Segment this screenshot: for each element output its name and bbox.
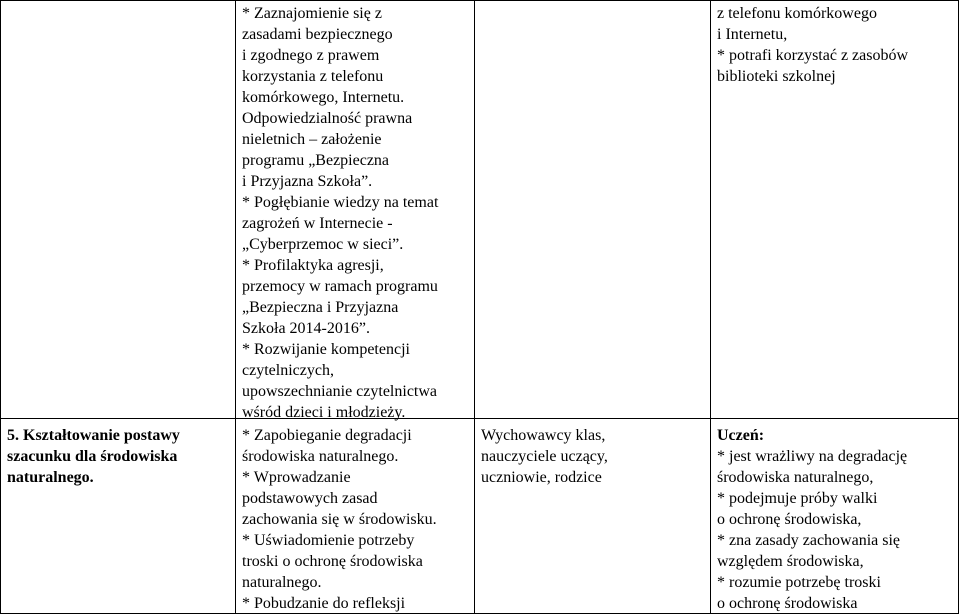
task-line: programu „Bezpieczna xyxy=(242,152,390,169)
task-line: zasadami bezpiecznego xyxy=(242,26,393,43)
outcome-line: i Internetu, xyxy=(717,26,788,43)
row1-tasks-cell xyxy=(242,3,468,423)
outcome-line: * jest wrażliwy na degradację xyxy=(717,448,908,465)
task-line: * Zapobieganie degradacji xyxy=(242,427,412,444)
task-line: * Uświadomienie potrzeby xyxy=(242,532,415,549)
row2-responsible-cell xyxy=(481,425,704,488)
task-line: nieletnich – założenie xyxy=(242,131,382,148)
outcome-line: * potrafi korzystać z zasobów xyxy=(717,47,909,64)
task-line: upowszechnianie czytelnictwa xyxy=(242,383,438,400)
task-line: Szkoła 2014-2016”. xyxy=(242,320,370,337)
row-divider xyxy=(236,418,474,419)
task-line: zagrożeń w Internecie - xyxy=(242,215,393,232)
task-line: podstawowych zasad xyxy=(242,490,378,507)
task-line: przemocy w ramach programu xyxy=(242,278,438,295)
task-line: * Pogłębianie wiedzy na temat xyxy=(242,194,439,211)
table-column-4 xyxy=(711,1,959,614)
row2-tasks-cell xyxy=(242,425,468,614)
task-line: Odpowiedzialność prawna xyxy=(242,110,413,127)
row-divider xyxy=(475,418,710,419)
row1-outcomes-cell xyxy=(717,3,952,87)
task-line: środowiska naturalnego. xyxy=(242,448,399,465)
outcome-line: względem środowiska, xyxy=(717,553,864,570)
responsible-line: Wychowawcy klas, xyxy=(481,427,606,444)
outcome-line: środowiska naturalnego, xyxy=(717,469,874,486)
responsible-line: nauczyciele uczący, xyxy=(481,448,608,465)
outcome-line: * podejmuje próby walki xyxy=(717,490,878,507)
task-line: troski o ochronę środowiska xyxy=(242,553,423,570)
row2-goal-cell xyxy=(7,425,229,488)
goal-line: 5. Kształtowanie postawy xyxy=(7,427,180,444)
table-column-2 xyxy=(236,1,475,614)
responsible-line: uczniowie, rodzice xyxy=(481,469,602,486)
task-line: „Cyberprzemoc w sieci”. xyxy=(242,236,404,253)
table-column-1 xyxy=(1,1,236,614)
task-line: wśród dzieci i młodzieży. xyxy=(242,404,406,421)
task-line: komórkowego, Internetu. xyxy=(242,89,405,106)
goal-line: naturalnego. xyxy=(7,469,94,486)
task-line: * Profilaktyka agresji, xyxy=(242,257,384,274)
outcome-line: o ochronę środowiska xyxy=(717,595,858,612)
task-line: zachowania się w środowisku. xyxy=(242,511,437,528)
task-line: i zgodnego z prawem xyxy=(242,47,380,64)
task-line: * Wprowadzanie xyxy=(242,469,351,486)
outcome-line: * rozumie potrzebę troski xyxy=(717,574,881,591)
goal-line: szacunku dla środowiska xyxy=(7,448,178,465)
task-line: korzystania z telefonu xyxy=(242,68,384,85)
outcome-heading: Uczeń: xyxy=(717,427,765,444)
row-divider xyxy=(711,418,958,419)
task-line: i Przyjazna Szkoła”. xyxy=(242,173,373,190)
outcome-line: biblioteki szkolnej xyxy=(717,68,836,85)
outcome-line: z telefonu komórkowego xyxy=(717,5,877,22)
task-line: * Pobudzanie do refleksji xyxy=(242,595,406,612)
task-line: „Bezpieczna i Przyjazna xyxy=(242,299,399,316)
task-line: czytelniczych, xyxy=(242,362,334,379)
task-line: naturalnego. xyxy=(242,574,322,591)
outcome-line: o ochronę środowiska, xyxy=(717,511,862,528)
row2-outcomes-cell xyxy=(717,425,952,614)
task-line: * Zaznajomienie się z xyxy=(242,5,382,22)
row-divider xyxy=(1,418,235,419)
table-column-3 xyxy=(475,1,711,614)
task-line: * Rozwijanie kompetencji xyxy=(242,341,410,358)
outcome-line: * zna zasady zachowania się xyxy=(717,532,901,549)
